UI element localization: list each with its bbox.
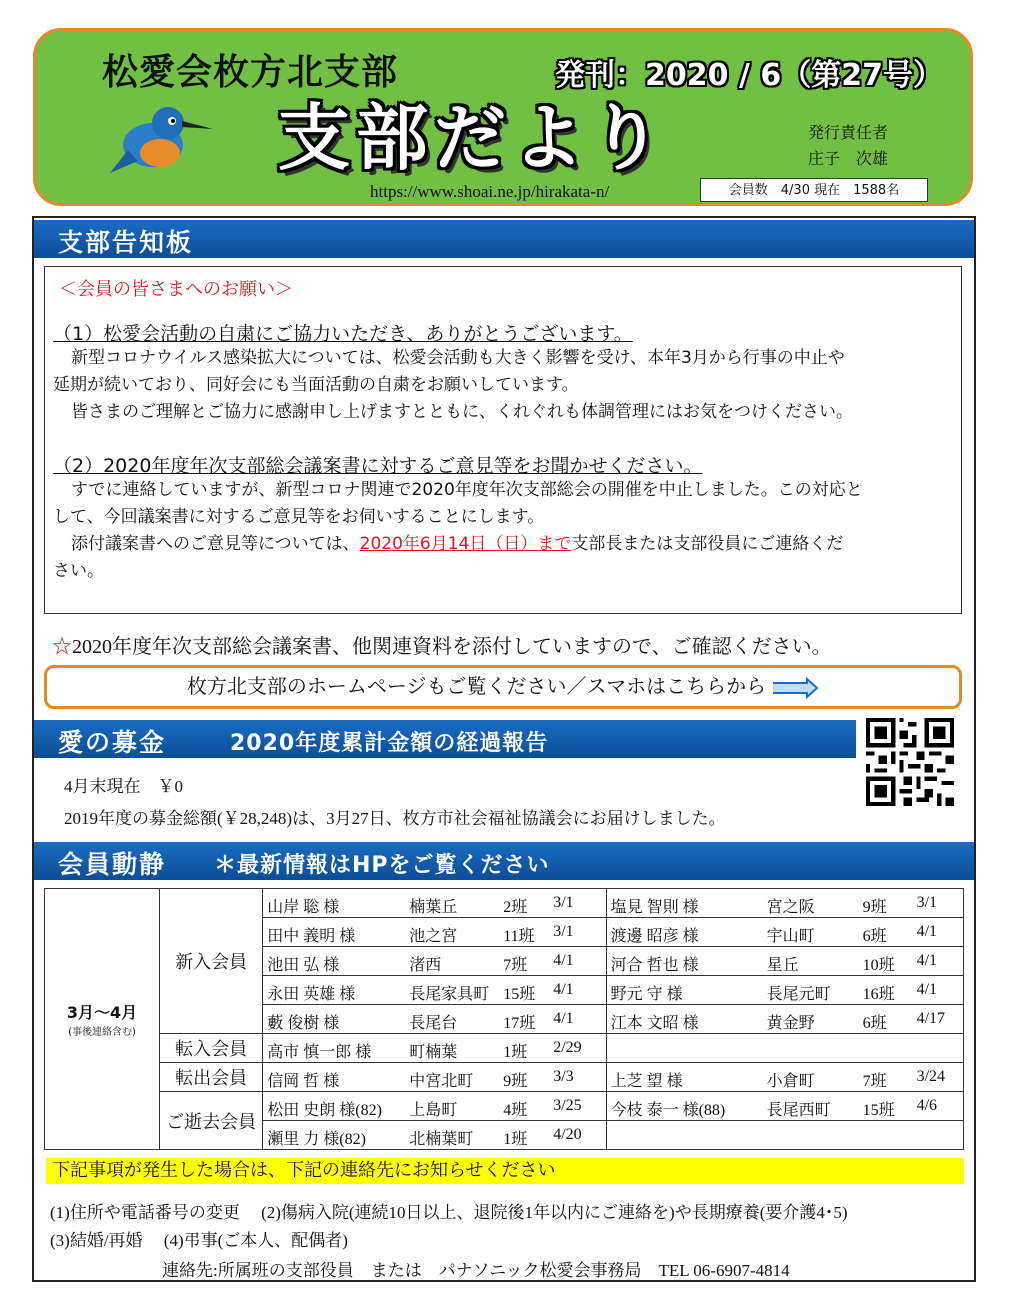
notice-item2-heading: （2）2020年度年次支部総会議案書に対するご意見等をお聞かせください。 — [53, 455, 703, 477]
member-count: 会員数 4/30 現在 1588名 — [700, 178, 928, 202]
member-group: 6班 — [862, 928, 887, 945]
member-date: 3/25 — [553, 1097, 582, 1114]
category-cell: 転入会員 — [160, 1034, 263, 1063]
newsletter-title: 支部だより — [278, 96, 669, 180]
member-entry — [263, 1005, 606, 1034]
table-row — [45, 1034, 964, 1063]
period-note: (事後連絡含む) — [68, 1027, 136, 1038]
member-group: 7班 — [503, 957, 528, 974]
member-entry — [263, 976, 606, 1005]
member-area: 宮之阪 — [766, 899, 815, 916]
member-entry — [263, 947, 606, 976]
notice-item1-heading: （1）松愛会活動の自粛にご協力いただき、ありがとうございます。 — [53, 323, 633, 345]
member-entry — [263, 1034, 606, 1063]
member-group: 1班 — [503, 1131, 528, 1148]
member-entry — [606, 976, 963, 1005]
member-area: 長尾西町 — [766, 1102, 831, 1119]
homepage-banner[interactable] — [44, 665, 962, 709]
notice-item2-line1: すでに連絡していますが、新型コロナ関連で2020年度年次支部総会の開催を中止しました。この対応と — [71, 480, 863, 500]
notice-item1-line1: 新型コロナウイルス感染拡大については、松愛会活動も大きく影響を受け、本年3月から行事の中止や — [71, 348, 845, 368]
member-name: 信岡 哲 様 — [267, 1073, 340, 1090]
notice-item1-line3: 皆さまのご理解とご協力に感謝申し上げますとともに、くれぐれも体調管理にはお気をつけください。 — [71, 402, 853, 422]
member-date: 4/1 — [553, 981, 574, 998]
member-group: 6班 — [862, 1015, 887, 1032]
kingfisher-icon — [108, 95, 218, 175]
fund-current: 4月末現在 ￥0 — [64, 777, 183, 796]
member-group: 4班 — [503, 1102, 528, 1119]
fund-bar — [34, 720, 856, 758]
member-table — [44, 888, 964, 1150]
member-area: 中宮北町 — [409, 1073, 474, 1090]
member-name: 上芝 望 様 — [610, 1073, 683, 1090]
member-name: 高市 慎一郎 様 — [267, 1044, 372, 1061]
member-date: 3/1 — [916, 894, 938, 911]
homepage-link[interactable]: https://www.shoai.ne.jp/hirakata-n/ — [370, 182, 610, 201]
fund-subheading: 2020年度累計金額の経過報告 — [230, 731, 549, 756]
contact-info: 連絡先:所属班の支部役員 または パナソニック松愛会事務局 TEL 06-6907-4814 — [162, 1261, 790, 1280]
attachment-note — [52, 630, 832, 659]
member-group: 2班 — [503, 899, 528, 916]
member-area: 池之宮 — [409, 928, 458, 945]
fund-total: 2019年度の募金総額(￥28,248)は、3月27日、枚方市社会福祉協議会にお届けしました。 — [64, 809, 726, 828]
homepage-banner-text: 枚方北支部のホームページもご覧ください／スマホはこちらから — [186, 676, 767, 698]
member-entry — [606, 1063, 963, 1092]
member-entry — [606, 918, 963, 947]
member-area: 黄金野 — [766, 1015, 815, 1032]
member-area: 長尾台 — [409, 1015, 458, 1032]
member-group: 9班 — [862, 899, 887, 916]
report-items-2: (3)結婚/再婚 (4)弔事(ご本人、配偶者) — [50, 1231, 348, 1250]
table-row — [45, 1092, 964, 1121]
notice-item1-body — [53, 345, 958, 426]
org-name: 松愛会枚方北支部 — [102, 52, 399, 93]
fund-heading: 愛の募金 — [58, 728, 167, 757]
member-date: 2/29 — [553, 1039, 582, 1056]
member-entry — [606, 947, 963, 976]
member-entry — [606, 1121, 963, 1150]
table-row — [45, 889, 964, 918]
members-heading: 会員動静 — [58, 850, 167, 879]
member-entry — [606, 1034, 963, 1063]
member-date: 4/1 — [916, 923, 938, 940]
member-group: 15班 — [503, 986, 536, 1003]
notice-item2-line4: さい。 — [53, 561, 104, 581]
star-icon: ☆ — [52, 636, 72, 658]
member-name: 池田 弘 様 — [267, 957, 340, 974]
report-notice: 下記事項が発生した場合は、下記の連絡先にお知らせください — [46, 1158, 964, 1184]
period-cell — [45, 889, 160, 1150]
member-date: 3/1 — [553, 894, 574, 911]
responsible-name: 庄子 次雄 — [808, 149, 889, 168]
report-items-1: (1)住所や電話番号の変更 (2)傷病入院(連続10日以上、退院後1年以内にご連絡を)や長期療養(要介護4･5) — [50, 1203, 848, 1222]
member-area: 渚西 — [409, 957, 442, 974]
notice-heading: 支部告知板 — [58, 228, 194, 257]
member-name: 山岸 聡 様 — [267, 899, 340, 916]
member-group: 17班 — [503, 1015, 536, 1032]
notice-bar — [34, 220, 974, 258]
responsible-label: 発行責任者 — [808, 123, 889, 142]
member-date: 4/17 — [916, 1010, 946, 1027]
member-area: 宇山町 — [766, 928, 815, 945]
member-area: 上島町 — [409, 1102, 458, 1119]
category-cell: 転出会員 — [160, 1063, 263, 1092]
member-name: 永田 英雄 様 — [267, 986, 356, 1003]
member-date: 4/1 — [553, 952, 574, 969]
member-entry — [263, 1063, 606, 1092]
member-name: 野元 守 様 — [610, 986, 683, 1003]
member-area: 星丘 — [766, 957, 799, 974]
member-name: 今枝 泰一 様(88) — [610, 1102, 726, 1119]
member-date: 4/20 — [553, 1126, 582, 1143]
category-cell: ご逝去会員 — [160, 1092, 263, 1150]
qr-code-icon[interactable] — [866, 718, 954, 806]
member-group: 11班 — [503, 928, 535, 945]
member-name: 渡邊 昭彦 様 — [610, 928, 699, 945]
member-name: 田中 義明 様 — [267, 928, 356, 945]
member-group: 1班 — [503, 1044, 528, 1061]
notice-greeting: ＜会員の皆さまへのお願い＞ — [59, 279, 293, 300]
member-name: 河合 哲也 様 — [610, 957, 699, 974]
member-area: 北楠葉町 — [409, 1131, 474, 1148]
member-name: 藪 俊樹 様 — [267, 1015, 340, 1032]
member-entry — [263, 1121, 606, 1150]
category-cell: 新入会員 — [160, 889, 263, 1034]
member-date: 3/1 — [553, 923, 574, 940]
member-date: 3/3 — [553, 1068, 574, 1085]
notice-item2-line3 — [53, 531, 958, 558]
member-group: 7班 — [862, 1073, 887, 1090]
deadline-post: 支部長または支部役員にご連絡くだ — [571, 534, 844, 554]
attachment-text: 2020年度年次支部総会議案書、他関連資料を添付していますので、ご確認ください。 — [72, 636, 832, 658]
member-group: 9班 — [503, 1073, 528, 1090]
notice-item2-line2: して、今回議案書に対するご意見等をお伺いすることにします。 — [53, 507, 545, 527]
members-subheading: ＊最新情報はHPをご覧ください — [214, 853, 550, 878]
arrow-right-icon — [771, 677, 819, 699]
deadline-pre: 添付議案書へのご意見等については、 — [71, 534, 360, 554]
member-entry — [263, 889, 606, 918]
member-area: 楠葉丘 — [409, 899, 458, 916]
member-group: 16班 — [862, 986, 895, 1003]
responsible-person — [808, 120, 888, 172]
member-entry — [606, 1092, 963, 1121]
period-label: 3月～4月 — [66, 1003, 138, 1022]
member-date: 3/24 — [916, 1068, 946, 1085]
member-entry — [606, 889, 963, 918]
member-group: 10班 — [862, 957, 895, 974]
member-date: 4/1 — [553, 1010, 574, 1027]
notice-box — [44, 266, 962, 614]
issue-info: 発刊：2020 / 6（第27号） — [555, 58, 943, 93]
member-entry — [606, 1005, 963, 1034]
member-area: 長尾家具町 — [409, 986, 490, 1003]
table-row — [45, 1063, 964, 1092]
member-name: 瀬里 力 様(82) — [267, 1131, 366, 1148]
member-name: 松田 史朗 様(82) — [267, 1102, 382, 1119]
member-name: 塩見 智則 様 — [610, 899, 699, 916]
member-area: 長尾元町 — [766, 986, 831, 1003]
member-area: 小倉町 — [766, 1073, 815, 1090]
members-bar — [34, 842, 974, 880]
deadline-date: 2020年6月14日（日）まで — [359, 534, 572, 554]
member-date: 4/1 — [916, 981, 938, 998]
member-date: 4/1 — [916, 952, 938, 969]
member-entry — [263, 918, 606, 947]
member-group: 15班 — [862, 1102, 895, 1119]
notice-item2-body — [53, 477, 958, 585]
member-entry — [263, 1092, 606, 1121]
notice-item1-line2: 延期が続いており、同好会にも当面活動の自粛をお願いしています。 — [53, 375, 579, 395]
member-area: 町楠葉 — [409, 1044, 458, 1061]
member-date: 4/6 — [916, 1097, 938, 1114]
member-name: 江本 文昭 様 — [610, 1015, 699, 1032]
